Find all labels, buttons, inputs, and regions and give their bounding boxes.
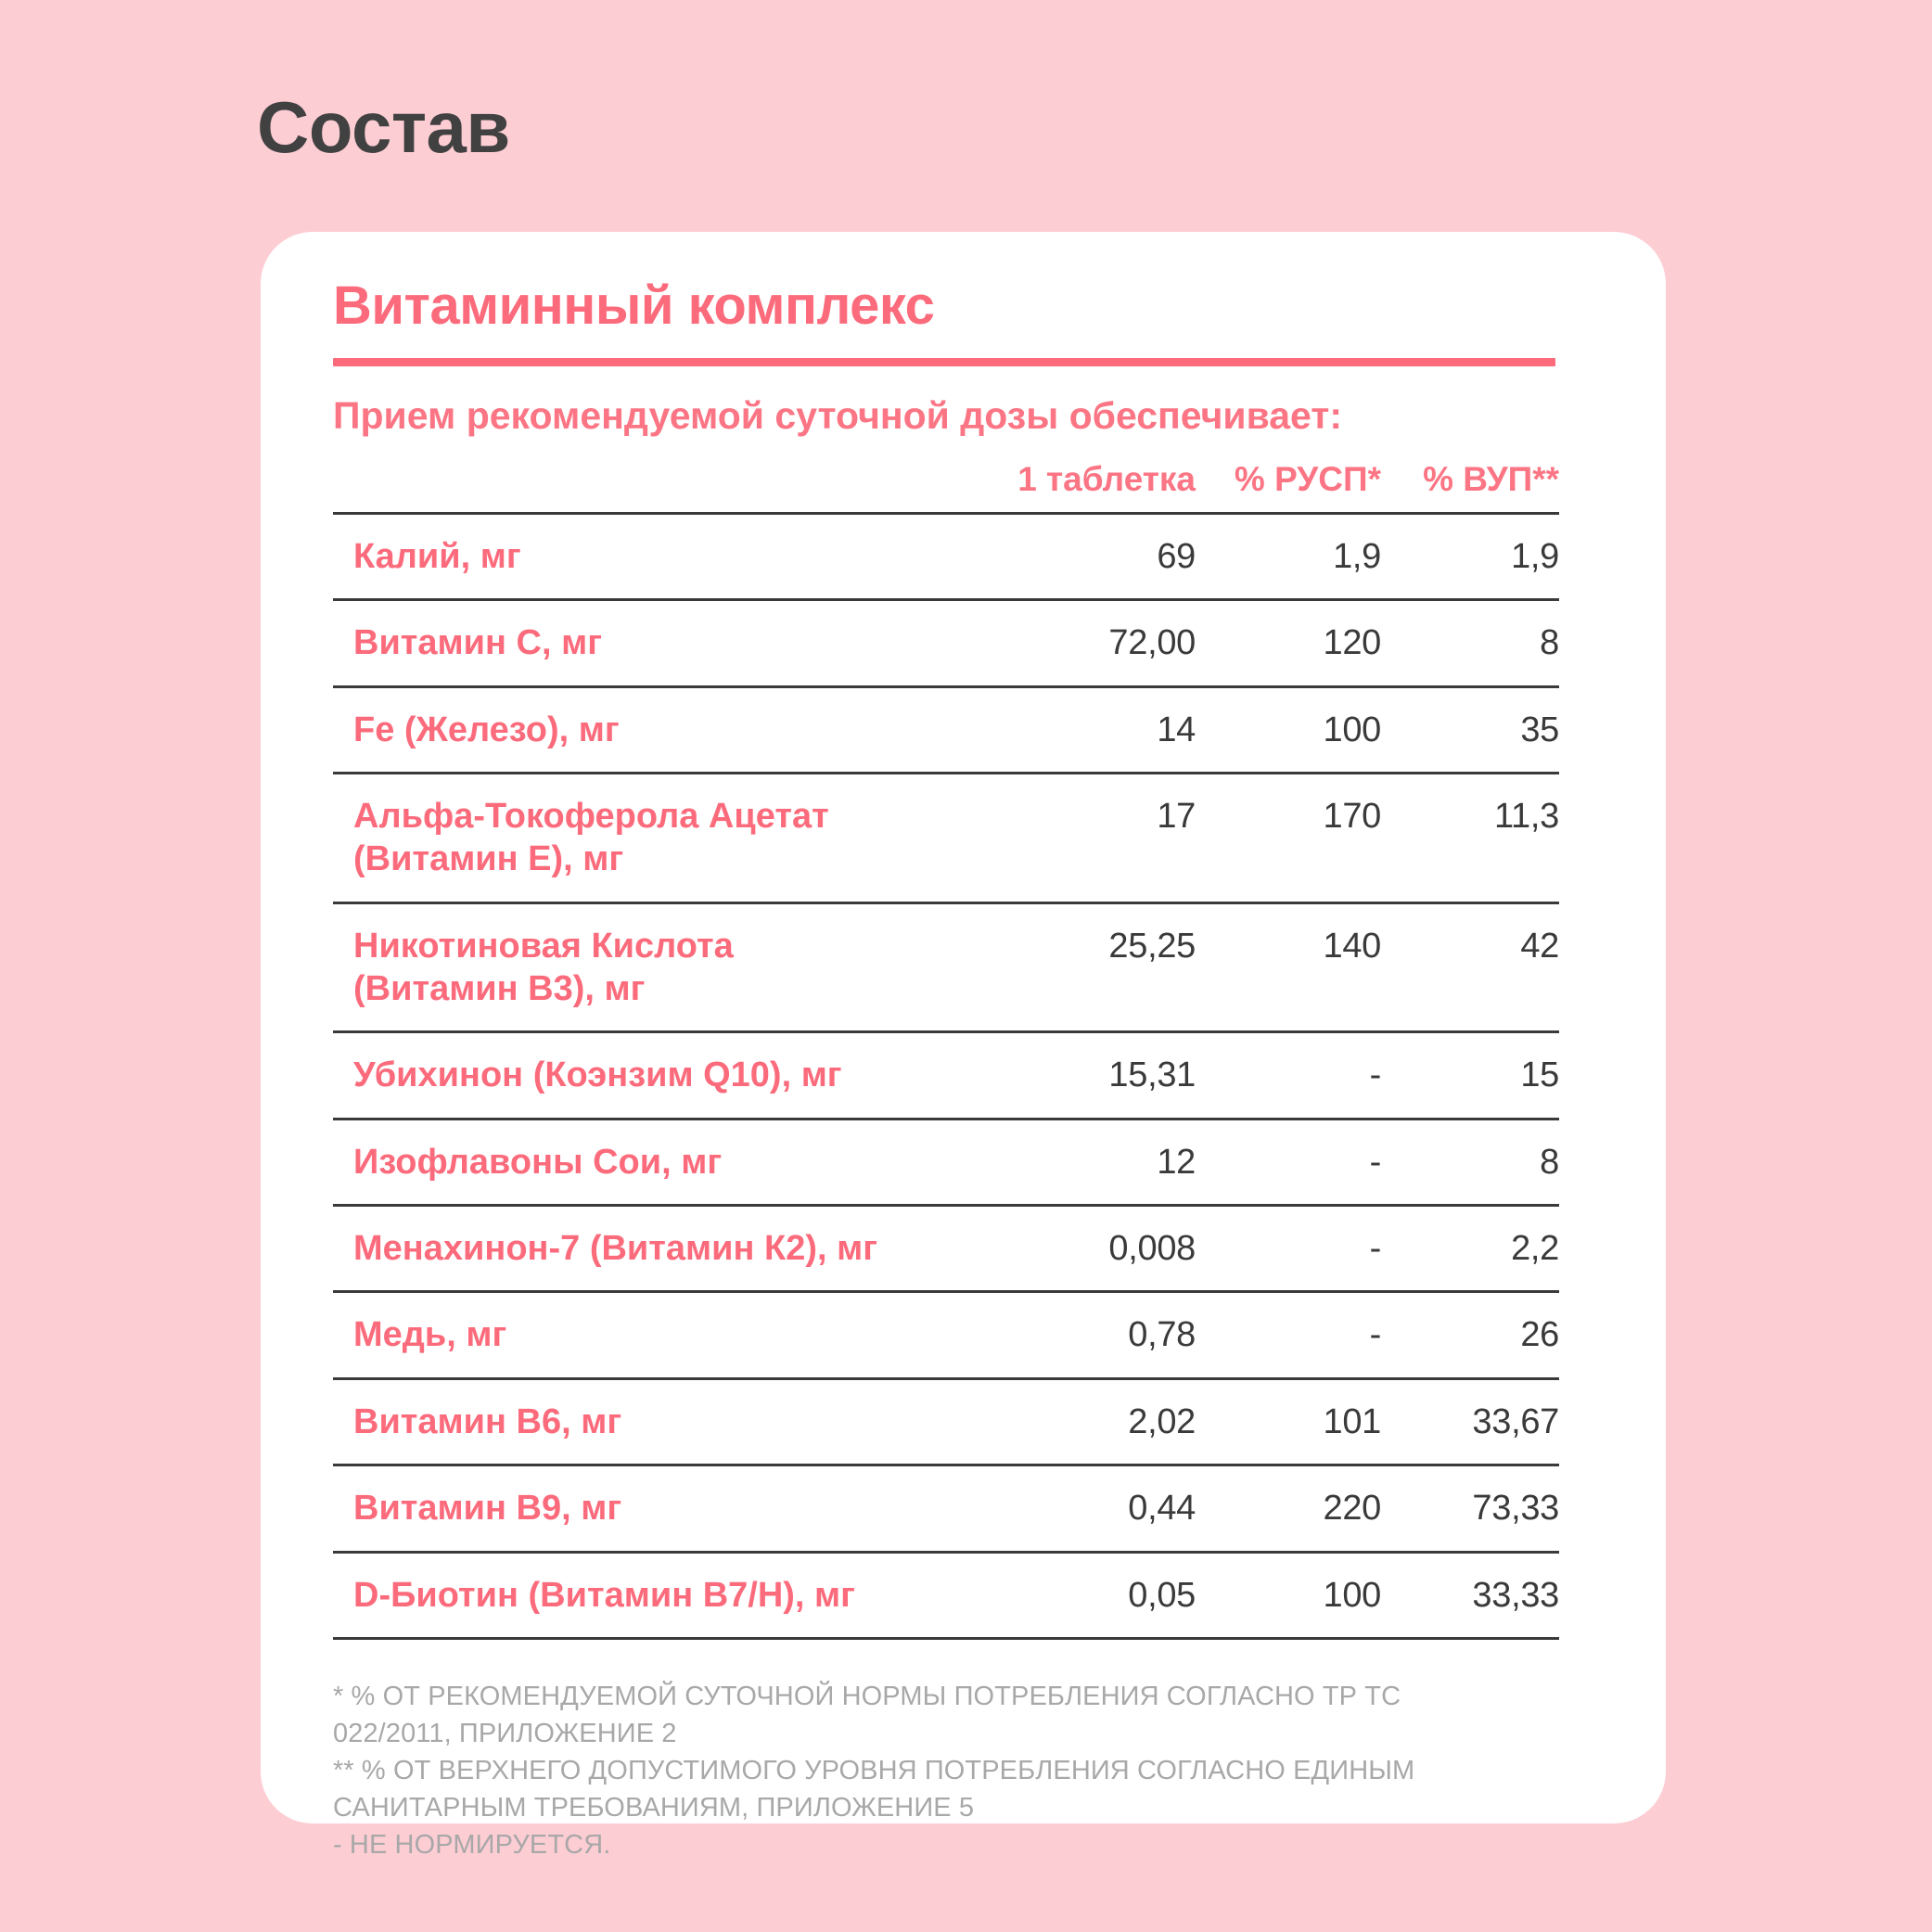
card-title: Витаминный комплекс [333,275,935,336]
nutrient-dose-value: 14 [1157,710,1196,749]
table-row [333,1465,1559,1552]
table-header-row [333,460,1559,514]
nutrient-name: Витамин B6, мг [353,1401,622,1441]
footnote-line: САНИТАРНЫМ ТРЕБОВАНИЯМ, ПРИЛОЖЕНИЕ 5 [333,1792,975,1823]
nutrient-vup-value: 42 [1520,926,1559,966]
nutrient-dose-value: 0,78 [1128,1315,1196,1355]
nutrient-vup-value: 73,33 [1472,1489,1559,1529]
nutrient-name: Fe (Железо), мг [353,710,620,749]
footnote-line: 022/2011, ПРИЛОЖЕНИЕ 2 [333,1718,677,1748]
table-row [333,1552,1559,1638]
card-subtitle: Прием рекомендуемой суточной дозы обеспечивает: [333,393,1343,437]
page-title: Состав [257,86,510,168]
nutrient-rusp-value: 220 [1323,1489,1381,1529]
nutrient-rusp-value: - [1369,1315,1381,1355]
column-header-vup: % ВУП** [1423,459,1559,498]
table-body [333,513,1559,1638]
nutrient-name: D-Биотин (Витамин B7/H), мг [353,1575,855,1615]
nutrient-vup-value: 33,33 [1472,1575,1559,1615]
footnotes [333,1678,1593,1863]
nutrient-vup-value: 35 [1520,710,1559,749]
nutrient-dose-value: 69 [1157,536,1196,576]
nutrient-dose-value: 72,00 [1108,623,1196,663]
table-row [333,513,1559,599]
nutrient-vup-value: 26 [1520,1315,1559,1355]
nutrient-vup-value: 15 [1520,1056,1559,1095]
nutrient-rusp-value: 100 [1323,1575,1381,1615]
table-row [333,1378,1559,1465]
nutrient-dose-value: 0,05 [1128,1575,1196,1615]
nutrient-dose-value: 15,31 [1108,1056,1196,1095]
nutrient-name: Альфа-Токоферола Ацетат (Витамин Е), мг [353,796,829,879]
nutrient-vup-value: 33,67 [1472,1401,1559,1441]
table-row [333,1119,1559,1205]
nutrient-rusp-value: 140 [1323,926,1381,966]
title-divider [333,358,1555,366]
footnote-line: ** % ОТ ВЕРХНЕГО ДОПУСТИМОГО УРОВНЯ ПОТРЕБЛЕНИЯ СОГЛАСНО ЕДИНЫМ [333,1755,1415,1785]
nutrient-vup-value: 2,2 [1511,1229,1559,1269]
nutrient-vup-value: 8 [1540,1142,1559,1182]
table-row [333,600,1559,686]
footnote-line: * % ОТ РЕКОМЕНДУЕМОЙ СУТОЧНОЙ НОРМЫ ПОТРЕБЛЕНИЯ СОГЛАСНО ТР ТС [333,1681,1401,1711]
table-row [333,686,1559,773]
nutrient-name: Изофлавоны Сои, мг [353,1142,723,1182]
table-row [333,1292,1559,1378]
table-row [333,1206,1559,1292]
nutrient-dose-value: 2,02 [1128,1401,1196,1441]
nutrient-vup-value: 11,3 [1494,796,1559,836]
table-row [333,902,1559,1032]
column-header-dose: 1 таблетка [1017,459,1196,498]
table-row [333,773,1559,902]
supplement-facts-card [261,232,1666,1860]
nutrient-vup-value: 1,9 [1511,536,1559,576]
nutrient-rusp-value: - [1369,1229,1381,1269]
column-header-rusp: % РУСП* [1234,459,1381,498]
table-row [333,1032,1559,1119]
nutrient-dose-value: 12 [1157,1142,1196,1182]
nutrient-vup-value: 8 [1540,623,1559,663]
nutrient-name: Никотиновая Кислота (Витамин B3), мг [353,926,734,1009]
column-header-name [333,460,889,514]
nutrient-name: Витамин B9, мг [353,1489,622,1529]
nutrient-rusp-value: 1,9 [1333,536,1381,576]
nutrient-dose-value: 0,008 [1108,1229,1196,1269]
nutrient-name: Витамин C, мг [353,623,603,663]
nutrient-dose-value: 0,44 [1128,1489,1196,1529]
nutrient-name: Убихинон (Коэнзим Q10), мг [353,1056,842,1095]
nutrient-rusp-value: 120 [1323,623,1381,663]
nutrient-rusp-value: 101 [1323,1401,1381,1441]
nutrient-rusp-value: 100 [1323,710,1381,749]
card-content [333,275,1593,1863]
nutrition-table [333,460,1559,1640]
nutrient-name: Менахинон-7 (Витамин К2), мг [353,1229,878,1269]
table-head [333,460,1559,514]
nutrient-rusp-value: - [1369,1142,1381,1182]
nutrient-rusp-value: - [1369,1056,1381,1095]
nutrient-rusp-value: 170 [1323,796,1381,836]
footnote-line: - НЕ НОРМИРУЕТСЯ. [333,1829,611,1860]
nutrient-name: Калий, мг [353,536,521,576]
nutrient-dose-value: 17 [1157,796,1196,836]
nutrient-dose-value: 25,25 [1108,926,1196,966]
nutrient-name: Медь, мг [353,1315,507,1355]
